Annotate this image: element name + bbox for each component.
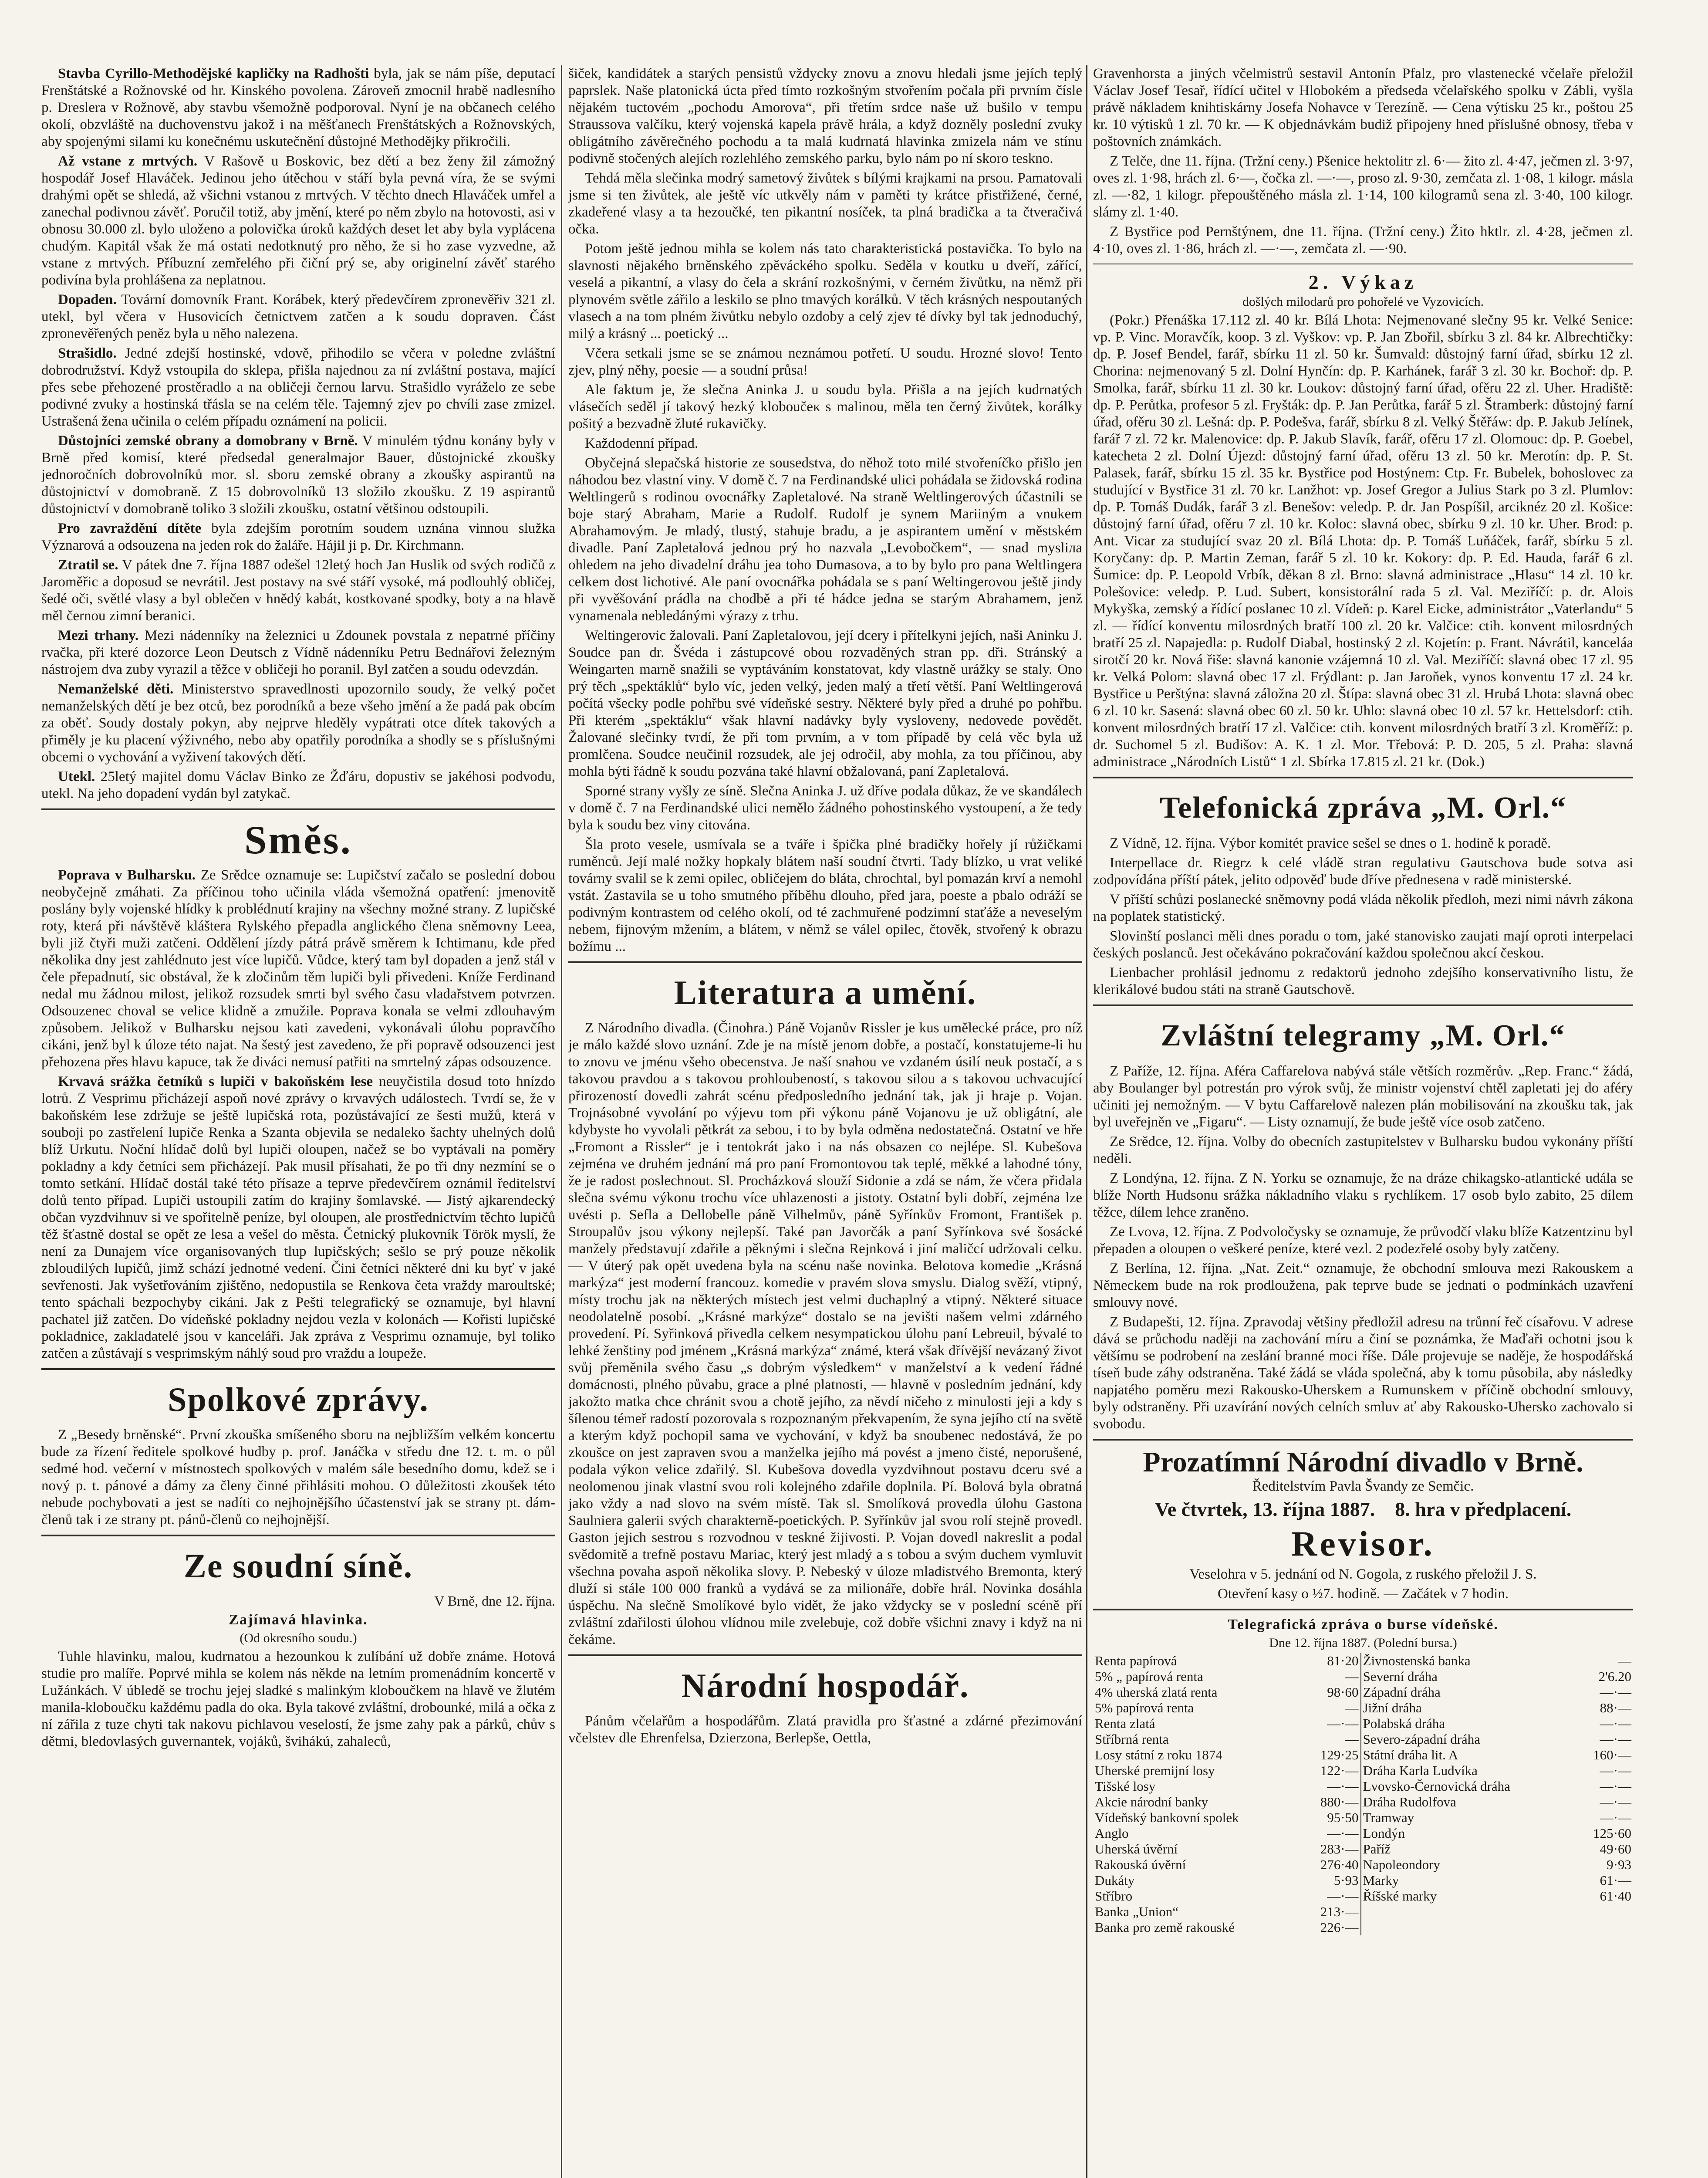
- bourse-price: [1574, 1920, 1633, 1935]
- news-item: [41, 768, 555, 802]
- bourse-price: —·—: [1600, 1684, 1631, 1700]
- telefonicka-item: Interpellace dr. Riegrz k celé vládě stran regulativu Gautschova bude sotva asi zodpovídána příští pátek, jelito odpověď bude dříve přednesena v radě ministerské.: [1093, 855, 1633, 888]
- news-item-body: V Rašově u Boskovic, bez dětí a bez ženy žil zámožný hospodář Josef Hlaváček. Jedinou jeho útěchou v stáří byla pevná víra, že se svými drahými opět se shledá, až všichni vstanou z mrtvých. V těchto dnech Hlaváček umřel a zanechal podivnou závěť. Poručil totiž, aby jmění, které po něm zbylo na hotovosti, asi v obnosu 30.000 zl. bylo uloženo a polovička úroků každých deset let aby byla vyplácena chudým. Kapitál však že má ostati nedotknutý pro něho, že si ho zase vyzvedne, až vstane z mrtvých. Příbuzní zemřelého při čiční prý se, aby originelní závěť starého podivína byla prohlášena za neplatnou.: [41, 153, 555, 288]
- news-item: [41, 557, 555, 625]
- bourse-price: [1574, 1904, 1633, 1920]
- news-item-headline: Až vstane z mrtvých.: [58, 153, 198, 169]
- bourse-security: Stříbro: [1095, 1888, 1133, 1904]
- theatre-date-line: [1093, 1498, 1633, 1521]
- bourse-security: Vídeňský bankovní spolek: [1095, 1810, 1239, 1825]
- bourse-security: 5% papírová renta: [1095, 1700, 1194, 1715]
- article-paragraph: Weltingerovic žalovali. Paní Zapletalovou, její dcery i přítelkyni jejích, naši Aninku J. Soudce pan dr. Švéda i zástupcové obou rozvaděných stran pp. dři. Stránský a Weingarten marně snažili se vyptáváním konstatovat, kdy vlastně urážky se staly. Ono prý těch „spektáklů“ bylo víc, jeden velký, jeden malý a třetí větší. Paní Weltlingerová počítá všecky podle pohřbu své vídeňské sestry. Některé byly před a druhé po pohřbu. Při kterém „spektáklu“ však hlavní nadávky byly vysloveny, nedovede povědět. Žalované slečinky tvrdí, že při tom prvním, a v tom případě by celá věc byla už promlčena. Soudce neučinil rozsudek, ale jej odročil, aby mohla, za tou příčinou, aby mohla býti řádně k soudu pozvána také hlavní obžalovaná, paní Zapletalová.: [568, 628, 1082, 779]
- theatre-director: Ředitelstvím Pavla Švandy ze Semčic.: [1252, 1478, 1474, 1494]
- news-item-body: Jedné zdejší hostinské, vdově, přihodilo se včera v poledne zvláštní dobrodružství. Když vstoupila do sklepa, přišla najednou za ní zvláštní postava, mající přes sebe přehozené prostěradlo a na obličeji černou larvu. Strašidlo vyráželo ze sebe podivné zvuky a hostinská třásla se na celém těle. Tajemný zjev po chvíli zase zmizel. Ustrašená žena učinila o celém případu oznámení na policii.: [41, 345, 555, 429]
- smes-item: [41, 1073, 555, 1362]
- spolkove-heading: Spolkové zprávy.: [168, 1380, 429, 1418]
- telegram-item: Z Budapešti, 12. října. Zpravodaj většiny předložil adresu na trůnní řeč císařovu. V adrese dává se průchodu naději na zachování míru a činí se poznámka, že Maďaři ochotni jsou k většímu se podrobení na zeslání branné moci říše. Dále projevuje se naděje, že hospodářská tíseň bude záhy odstraněna. Také žádá se vláda společná, aby k tomu působila, aby následky napjatého poměru mezi Rakousko-Uherskem a Rumunskem v příčině obchodní smlouvy, byly odstraněny. Při uzavírání nových celních smluv ať aby Rakousko-Uhersko zachovalo si svobodu.: [1093, 1314, 1633, 1432]
- market-bystrice: Z Bystřice pod Pernštýnem, dne 11. října. (Tržní ceny.) Žito hktlr. zl. 4·28, ječmen zl. 4·10, oves zl. 1·86, hrách zl. —·—, zemčata zl. —·90.: [1093, 224, 1633, 257]
- bourse-security: Losy státní z roku 1874: [1095, 1747, 1222, 1762]
- article-paragraph: Tehdá měla slečinka modrý sametový živůtek s bílými krajkami na prsou. Pamatovali jsme si ten živůtek, ale ještě víc utkvěly nám v paměti ty krátce přistřižené, černé, zkadeřené vlasy a ta hezoučké, ten pikantní nosíček, ta plná bradička a ta čtveračivá očka.: [568, 170, 1082, 237]
- bourse-price: 88·—: [1600, 1700, 1631, 1715]
- theatre-day: Ve čtvrtek, 13. října 1887.: [1154, 1498, 1375, 1520]
- soud-date: V Brně, dne 12. října.: [434, 1593, 555, 1609]
- news-item-body: byla, jak se nám píše, deputací Frenštátské a Rožnovské od hr. Kinského povolena. Zároveň zmocnil hrabě nadlesního p. Dreslera v Rožnově, aby stavbu všemožně podporoval. Nyní je na občanech celého okolí, obzvláště na duchovenstvu jakož i na měšťanech Frenštátských a Rožnovských, aby spojenými silami ku konečnému uskutečnění důstojné Methodějky přikročili.: [41, 66, 555, 149]
- news-item: [41, 291, 555, 342]
- article-paragraph: Šla proto vesele, usmívala se a tváře i špička plné bradičky hořely jí růžičkami ruměnců. Její malé nožky hopkaly blátem naší soudní čtvrti. Tady blízko, u vrat veliké továrny svalil se k zemi opilec, obličejem do bláta, chrochtal, byl pomazán krví a nemohl vstát. Zastavila se u toho smutného příběhu dlouho, před jara, poeste a pbalo odráží se podivným kontrastem od celého okolí, od té zachmuřené podzimní staťáže a neveselým nebem, fijnovým mžením, a blátem, v němž se válel opilec, čtověk, stvořený k obrazu božímu ...: [568, 837, 1082, 954]
- bourse-row: [1093, 1920, 1633, 1935]
- soud-text: Tuhle hlavinku, malou, kudrnatou a hezounkou k zulíbání už dobře známe. Hotová studie pro malíře. Poprvé mihla se kolem nás někde na letním promenádním koncertě v Lužánkách. V úbledě se trochu jejej sladké s malinkým kloboučkem na hlavě ve žlutém manila-kloboučku každému padla do oka. Byla takové zvláštní, drobounké, milá a očka z ní zářila z tuze chyti tak nakovu pichlavou veselostí, že jsme zahy pak a párků, chův s dětmi, bledovlasých guvernantek, vojáků, švihákú, zahaleců,: [41, 1649, 555, 1749]
- bourse-security: Anglo: [1095, 1826, 1129, 1841]
- bourse-security: [1361, 1904, 1574, 1920]
- news-item-body: Ministerstvo spravedlnosti upozornilo soudy, že velký počet nemanželských dětí je bez otců, bez porodníků a beze všeho jmění a že padá pak obcím za oběť. Soudy dostaly pokyn, aby nejprve hleděly vypátrati otce dítek takových a přiměly je ku placení výživného, nebo aby opatřily porodníka a shodly se s příslušnými obcemi o vychování a vyživení takových dětí.: [41, 681, 555, 765]
- news-item-headline: Pro zavraždění dítěte: [58, 521, 202, 536]
- bourse-price: 98·60: [1327, 1684, 1359, 1700]
- bourse-row: [1093, 1684, 1633, 1700]
- bourse-security: Stříbrná renta: [1095, 1732, 1169, 1747]
- bourse-row: [1093, 1794, 1633, 1810]
- vykaz-heading: 2. Výkaz: [1308, 271, 1418, 293]
- smes-heading: Směs.: [244, 818, 352, 862]
- bourse-price: 125·60: [1593, 1826, 1631, 1841]
- bourse-price: —: [1345, 1669, 1359, 1684]
- bourse-security: [1361, 1920, 1574, 1935]
- news-item-body: 25letý majitel domu Václav Binko ze Žďáru, dopustiv se jakéhosi podvodu, utekl. Na jeho dopadení vydán byl zatykač.: [41, 769, 555, 802]
- bourse-price: 2'6.20: [1598, 1669, 1631, 1684]
- bourse-price: —·—: [1327, 1779, 1359, 1794]
- col3-intro: Gravenhorsta a jiných včelmistrů sestavil Antonín Pfalz, pro vlastenecké včelaře přeložil Václav Josef Tesař, řídící učitel v Hlobokém a předseda včelařského spolku v Zábli, vyšla právě nákladem knihtiskárny Josefa Nohavce v Terezíně. — Cena výtisku 25 kr., poštou 25 kr. 10 výtisků 1 zl. 70 kr. — K objednávkám budiž připojeny hned příslušné obnosy, třeba v poštovních známkách.: [1093, 66, 1633, 149]
- spolkove-text: Z „Besedy brněnské“. První zkouška smíšeného sboru na nejbližším velkém koncertu bude za řízení ředitele spolkové hudby p. prof. Janáčka v středu dne 12. t. m. o půl sedmé hod. večerní v místnostech spolkových v malém sále besedního domu, kdež se i nový p. t. pánové a dámy za členy činné přihlásiti mohou. O důležitosti zkoušek této nebude pochybovati a jest se nadíti co nejhojnějšího účastenství jak se strany pt. dám-členů tak i ze strany pt. pánů-členů co nejhojnější.: [41, 1427, 555, 1528]
- bourse-security: Státní dráha lit. A: [1361, 1747, 1574, 1763]
- news-item: [41, 681, 555, 766]
- literatura-heading: Literatura a umění.: [674, 974, 977, 1011]
- telefonicka-item: Lienbacher prohlásil jednomu z redaktorů jednoho zdejšího konservativního listu, že klerikálové budou státi na straně Gautschově.: [1093, 965, 1633, 998]
- telefonicka-item: Slovinští poslanci měli dnes poradu o tom, jaké stanovisko zaujati mají oproti interpelaci českých poslanců. Jest očekáváno pokračování každou společnou akcí českou.: [1093, 928, 1633, 961]
- bourse-price: —·—: [1327, 1888, 1359, 1904]
- bourse-security: Západní dráha: [1361, 1684, 1574, 1700]
- theatre-description: Veselohra v 5. jednání od N. Gogola, z ruského přeložil J. S.: [1189, 1566, 1537, 1582]
- bourse-heading: Telegrafická zpráva o burse vídeňské.: [1228, 1617, 1499, 1633]
- news-item-body: Tovární domovník Frant. Korábek, který předevčírem zpronevěřiv 321 zl. utekl, byl včera v Husovicích četnictvem zatčen a k soudu dopraven. Část zpronevěřených peněz byla u něho nalezena.: [41, 292, 555, 342]
- bourse-security: Banka „Union“: [1095, 1904, 1178, 1919]
- bourse-row: [1093, 1653, 1633, 1669]
- bourse-security: Uherské premijní losy: [1095, 1763, 1215, 1778]
- bourse-price: —·—: [1600, 1779, 1631, 1794]
- divider: [568, 1654, 1082, 1656]
- soud-source: (Od okresního soudu.): [240, 1631, 357, 1645]
- bourse-security: Říšské marky: [1361, 1888, 1574, 1904]
- news-item: [41, 345, 555, 430]
- bourse-price: 81·20: [1327, 1653, 1359, 1668]
- bourse-price: 5·93: [1333, 1873, 1359, 1888]
- bourse-row: [1093, 1810, 1633, 1826]
- bourse-row: [1093, 1779, 1633, 1794]
- bourse-price: 61·40: [1600, 1888, 1631, 1904]
- bourse-price: 283·—: [1320, 1841, 1359, 1857]
- literatura-text: Z Národního divadla. (Činohra.) Páně Vojanův Rissler je kus umělecké práce, pro níž je málo každé slovo uznání. Zde je na místě jenom dobře, a postačí, konstatujeme-li hu to znovu ve jménu všeho obecenstva. Je naší snahou ve vzdaném úsilí neuk postačí, a s takovou pravdou a s takovou prohloubeností, s takovou silou a s takovou uchvacující přirozeností dovedli zahrát scénu předposledního jednání tak, jak ji hraje p. Vojan. Trojnásobné vyvolání po výjevu tom při výkonu páně Vojanovu je už obligátní, ale kdybyste ho vyvolali pětkrát za sebou, i to by byla odměna nedostatečná. Ostatní ve hře „Fromont a Rissler“ je i tentokrát jako i na nás obsazen co nejlépe. Sl. Kubešova zejména ve druhém jednání má pro paní Fromontovou tak teplé, měkké a lahodné tóny, že je radost poslechnout. Sl. Procházková slouží Sidonie a zdá se nám, že včera přidala slečna svému výkonu trochu více uhlazenosti a jistoty. Ostatní byli dobří, zejména lze uvésti p. Sefla a Dellobelle páně Vilhelmův, páně Syřínkův Fromont, František p. Stroupalův jsou výkony nejlepší. Také pan Javorčák a paní Syřínkova své šosácké manžely představují zdařile a pěknými i slečna Rejnková i jiní maličcí udržovali celku. — V úterý pak opět uvedena byla na scénu naše novinka. Belotova komedie „Krásná markýza“ jest moderní francouz. komedie v pravém slova smyslu. Dialog svěží, vtipný, místy trochu jak na některých místech jest velmi duchaplný a vtipný. Některé situace neodolatelně posobí. „Krásné markýze“ dostalo se na jevišti našem velmi zdárného provedení. Pí. Syřinková přivedla celkem nesympatickou úlohu paní Lebreuil, bývalé to lehké ženštiny pod jménem „Krásná markýza“ známé, která však dřívější nevázaný život svůj přeměnila svého času „s dobrým výsledkem“ v manželství a k vedení řádné domácnosti, plného půvabu, grace a plné platnosti, — hlavně v posledním jednání, kdy jakožto matka chce chránit svou a chotě jejího, za něvdí ničeho z minulosti jeji a kdy s šílenou témeř radostí pozorovala s rozpoznaným překvapením, že syna jejího ctí na světě a kterým když pochopil sama ve vychování, v když ba snoubenec nedostává, že po zkoušce on jest zapraven svou a manželka jejího má povést a jmeno čisté, neporušené, podala výkon velice zdařilý. Sl. Kubešova dovedla vyzdvihnout postavu dceru své a neolomenou jinak vlastní svou roli kolejného zdařile doplnila. Pí. Bolová byla obratná jako vždy a nad slovo na svém místě. Tak sl. Smolíková provedla úlohu Gastona Saulniera galerii svých charakterně-poetických. P. Syřínkův jal svou rolí stejně provedl. Gaston jejich sestrou s rozvodnou v teskné žijivosti. P. Vojan dovedl nakreslit a podal svědomitě a trefně postavu Mariac, který jest mladý a s tobou a svým duchem vymluvit všechna povaha aspoň několika slovy. P. Nebeský v úloze mladistvého Bremonta, který dluží si stále 100 000 franků a vydává se za milionáře, dobře hrál. Novinka dosáhla úspěchu. Na slečně Smolíkové bylo vidět, že jako vždycky se v poslední scéně pří zvláštní zdařilosti úlohou vlídnou mile zvelebuje, což dobře všichni znavy i když na ni čekáme.: [568, 1020, 1082, 1647]
- smes-item: [41, 867, 555, 1071]
- bourse-price: —: [1618, 1653, 1631, 1668]
- article-paragraph: Včera setkali jsme se se známou neznámou potřetí. U soudu. Hrozné slovo! Tento zjev, plný něhy, poesie — a soudní průsa!: [568, 345, 1082, 378]
- news-item-headline: Stavba Cyrillo-Methodějské kapličky na Radhošti: [58, 66, 369, 81]
- bourse-security: Polabská dráha: [1361, 1716, 1574, 1732]
- divider: [1093, 1439, 1633, 1441]
- news-item: [41, 433, 555, 517]
- bourse-row: [1093, 1747, 1633, 1763]
- smes-item-body: neuyčistila dosud toto hnízdo lotrů. Z Vesprimu přicházejí aspoň nové zprávy o krvavých událostech. Tvrdí se, že v bakoňském lese zdržuje se ještě lupičská rota, pozůstávající ze šesti mužů, která v souboji po zastřelení lupiče Renka a Szanta objevila se nedaleko šachty uhelných dolů blíž Urkutu. Noční hlídač dolů byl lupiči oloupen, načež se bo vyptávali na poměry pokladny a kdy četníci sem přicházejí. Pak musil přísahati, že po tři dny nezmíní se o tomto setkání. Hlídač dostál také této přísaze a teprve předevčírem oznámil ředitelství dolů tento případ. Lupiči ustoupili zatím do krajiny šomlavské. — Jistý ajkarendecký občan vyzdvihnuv si ve spořitelně peníze, byl oloupen, ale prostřednictvím těchto lupičů těž šťastně dostal se opět ze lesa a vešel do města. Četnický plukovník Török myslí, že není za Dunajem více organisovaných tlup lupičských; sešlo se prý pouze několik zbloudilých lupičů, jimž schází jednotné vedení. Čini četníci některé dni ku byť v jaké sevřenosti. Jak vyšetřováním zjištěno, nedopustila se Renkova četa vraždy maroultské; tento spáchali bezpochyby cikáni. Jak z Pešti telegrafický se oznamuje, byl hlavní pachatel již zatčen. Do vídeňské pokladny nejdou vezla v kolonách — Kořisti lupičské pokladnice, zakladatelé jsou v kanceláři. Jak zpráva z Vesprimu oznamuje, byl toliko zatčen a zůstávají s vesprimským náhlý soud pro vraždu a loupeže.: [41, 1074, 555, 1361]
- bourse-price: —: [1345, 1700, 1359, 1715]
- bourse-price: —·—: [1600, 1794, 1631, 1809]
- news-item-headline: Utekl.: [58, 769, 95, 785]
- news-item-headline: Nemanželské děti.: [58, 681, 174, 697]
- divider: [568, 961, 1082, 963]
- bourse-price: 880·—: [1320, 1794, 1359, 1809]
- bourse-security: Tišské losy: [1095, 1779, 1156, 1794]
- bourse-security: 4% uherská zlatá renta: [1095, 1684, 1218, 1700]
- news-item-headline: Dopaden.: [58, 292, 117, 308]
- narodni-hospodar-heading: Národní hospodář.: [681, 1667, 969, 1705]
- bourse-price: —·—: [1327, 1716, 1359, 1731]
- bourse-price: 213·—: [1320, 1904, 1359, 1919]
- news-item-headline: Mezi trhany.: [58, 628, 139, 643]
- bourse-security: Severní dráha: [1361, 1669, 1574, 1684]
- telefonicka-item: V příští schůzi poslanecké sněmovny podá vláda několik předloh, mezi nimi návrh zákona na poplatek statistický.: [1093, 892, 1633, 924]
- bourse-security: Napoleondory: [1361, 1857, 1574, 1873]
- news-item: [41, 153, 555, 289]
- narodni-hospodar-text: Pánům včelařům a hospodářům. Zlatá pravidla pro šťastné a zdárné přezimování včelstev dle Ehrenfelsa, Dzierzona, Berlepše, Oettla,: [568, 1713, 1082, 1746]
- bourse-security: Marky: [1361, 1873, 1574, 1888]
- bourse-security: Tramway: [1361, 1810, 1574, 1826]
- bourse-security: Renta papírová: [1095, 1653, 1177, 1668]
- article-paragraph: Ale faktum je, že slečna Aninka J. u soudu byla. Přišla a na jejích kudrnatých vlásečích seděl jí takový hezký kloboučeк s malinou, měla ten černý živůtek, korálky pošitý a bezvadně žluté rukavičky.: [568, 382, 1082, 432]
- bourse-security: Dráha Karla Ludvíka: [1361, 1763, 1574, 1779]
- smes-item-body: Ze Srědce oznamuje se: Lupičství začalo se poslední dobou neobyčejně zmáhati. Za příčinou toho učinila vláda všemožná opatření: jmenovitě poslány byly vojenské hlídky k problédnutí krajiny na všechny možné strany. Z lupičské roty, která při návštěvě kláštera Rylského přepadla anglického člena sněmovny Leea, byli již čtyři muži zatčeni. Oddělení jízdy pátrá právě směrem k Ichtimanu, kde před několika dny jest zahlédnuto jest více lupičů. Vůdce, který tam byl dopaden a jenž stál v čele přepadnutí, sic obstával, že k zločinům těm lupiči byli přivedeni. Kníže Ferdinand nedal mu žádnou milost, jelikož rozsudek smrti byl svého času vladařstvem potvrzen. Odsouzenec choval se velice klidně a zmužile. Poprava konala se velmi zdlouhavým způsobem. Jelikož v Bulharsku nejsou kati zavedeni, vykonávali úlohu popravčího cikáni, jenž byl k úloze této najat. Na šestý jest zavedeno, že při popravě odsouzenci jest přehozena přes hlavu kapuce, tak že diváci nemusí patřiti na smrtelný zápas odsouzence.: [41, 867, 555, 1070]
- smes-item-headline: Poprava v Bulharsku.: [58, 867, 196, 883]
- bourse-security: Uherská úvěrní: [1095, 1841, 1178, 1857]
- news-item: [41, 627, 555, 678]
- bourse-price: 95·50: [1327, 1810, 1359, 1825]
- news-item-headline: Důstojníci zemské obrany a domobrany v Brně.: [58, 433, 358, 449]
- bourse-price: 226·—: [1320, 1920, 1359, 1935]
- bourse-price: 122·—: [1320, 1763, 1359, 1778]
- bourse-price: 61·—: [1600, 1873, 1631, 1888]
- bourse-price: —·—: [1327, 1826, 1359, 1841]
- bourse-security: Jižní dráha: [1361, 1700, 1574, 1716]
- vykaz-subheading: došlých milodarů pro pohořelé ve Vyzovicích.: [1242, 294, 1484, 309]
- telegram-item: Z Paříže, 12. října. Aféra Caffarelova nabývá stále větších rozměrův. „Rep. Franc.“ žádá, aby Boulanger byl potrestán pro výrok svůj, že ministr vojenství chtěl zapletati jej do aféry učiniti jej nemožným. — V bytu Caffarelově nalezen plán mobilisování na zkoušku tak, jak byl uveřejněn ve „Figaru“. — Listy oznamují, že bude ještě více osob zatčeno.: [1093, 1063, 1633, 1130]
- article-paragraph: Obyčejná slepačská historie ze sousedstva, do něhož toto milé stvořeníčko přišlo jen náhodou bez vlastní viny. V domě č. 7 na Ferdinandské ulici pohádala se židovská rodina Weltlingerů s rodinou ovocnářky Zapletalové. Na straně Weltlingerových účastnili se boje starý Abraham, Marie a Rudolf. Rudolf je synem Mariiným a vnukem Abrahamovým. Je mladý, tlustý, stahuje bradu, a je aspirantem umění v městském divadle. Paní Zapletalová jednou prý ho nazvala „Levobočkem“, — snad mysliла ohledem na jeho divadelní dráhu jea toho Dumasova, a to by bylo pro pana Weltlingera celkem dost lichotivé. Ale paní ovocnářka pohádala se s paní Weltingerovou ještě jindy při vyvěšování prádla na chodbě a při té hádce jedna se starým Abrahamem, jenž vynamenala nebledánými výrazy z trhu.: [568, 455, 1082, 624]
- telefonicka-heading: Telefonická zpráva „M. Orl.“: [1159, 791, 1567, 825]
- theatre-heading: Prozatímní Národní divadlo v Brně.: [1143, 1446, 1583, 1478]
- bourse-price: —·—: [1600, 1763, 1631, 1778]
- bourse-row: [1093, 1888, 1633, 1904]
- article-paragraph: Každodenní případ.: [585, 436, 699, 451]
- telegram-item: Ze Srědce, 12. října. Volby do obecních zastupitelstev v Bulharsku budou vykonány příští neděli.: [1093, 1134, 1633, 1167]
- divider: [1093, 777, 1633, 778]
- bourse-security: Renta zlatá: [1095, 1716, 1155, 1731]
- divider: [41, 808, 555, 810]
- column-rule: [1086, 65, 1087, 2178]
- market-telc: Z Telče, dne 11. října. (Tržní ceny.) Pšenice hektolitr zl. 6·— žito zl. 4·47, ječmen zl. 3·97, oves zl. 1·98, hrách zl. 6·—, čočka zl. —·—, proso zl. 9·30, zemčata zl. 1·08, 1 kilogr. másla zl. —·82, 1 kilogr. přepouštěného másla zl. 1·14, 100 kilogramů sena zl. 3·40, 100 kilogr. slámy zl. 1·40.: [1093, 153, 1633, 220]
- news-item-body: byla zdejším porotním soudem uznána vinnou služka Význarová a odsouzena na jeden rok do žaláře. Hájil ji p. Dr. Kirchmann.: [41, 521, 555, 553]
- bourse-security: Banka pro země rakouské: [1095, 1920, 1235, 1935]
- bourse-price: 160·—: [1593, 1747, 1631, 1762]
- divider: [1093, 1609, 1633, 1610]
- article-paragraph: Potom ještě jednou mihla se kolem nás tato charakteristická postavička. To bylo na slavnosti nějakého brněnského zpěváckého spolku. Seděla v koutku u dveří, zářící, veselá a pikantní, a vlasy do čela a skrání rozkošnými, v černém živůtku, na němž při plynovém světle zářilo a leskilo se plno tmavých korálků. V těch krásných nespoutaných vlasech a na tom plném živůtku nebylo ozdoby a celý zjev té dívky byl tak jednoduchý, milý a krásný ... poetický ...: [568, 241, 1082, 342]
- bourse-row: [1093, 1763, 1633, 1779]
- bourse-security: Severo-západní dráha: [1361, 1732, 1574, 1747]
- bourse-row: [1093, 1904, 1633, 1920]
- column-1: [41, 65, 555, 2178]
- telegram-item: Z Londýna, 12. října. Z N. Yorku se oznamuje, že na dráze chikagsko-atlantické udála se blíže North Hudsonu srážka nákladního vlaku s rychlíkem. 17 osob bylo zabito, 25 dílem těžce, dílem lehce zraněno.: [1093, 1170, 1633, 1220]
- bourse-security: Lvovsko-Černovická dráha: [1361, 1779, 1574, 1794]
- bourse-row: [1093, 1732, 1633, 1747]
- telefonicka-item: Z Vídně, 12. října. Výbor komitét pravice sešel se dnes o 1. hodině k poradě.: [1110, 835, 1551, 851]
- divider: [41, 1368, 555, 1370]
- bourse-row: [1093, 1857, 1633, 1873]
- bourse-table: [1093, 1653, 1633, 1935]
- bourse-row: [1093, 1873, 1633, 1888]
- bourse-price: —: [1345, 1732, 1359, 1747]
- bourse-security: Akcie národní banky: [1095, 1794, 1208, 1809]
- bourse-row: [1093, 1669, 1633, 1684]
- theatre-times: Otevření kasy o ½7. hodině. — Začátek v 7 hodin.: [1217, 1586, 1509, 1602]
- bourse-row: [1093, 1716, 1633, 1732]
- vykaz-text: (Pokr.) Přenáška 17.112 zl. 40 kr. Bílá Lhota: Nejmenované slečny 95 kr. Velké Senice: vp. P. Vinc. Moravčík, koop. 3 zl. Vyškov: vp. P. Jan Zbořil, sbírku 3 zl. 84 kr. Albrechtičky: dp. P. Josef Bendel, farář, sbírku 11 zl. 50 kr. Šumvald: důstojný farní úřad, sbírku 12 zl. Chorina: nejmenovaný 5 zl. Dolní Hynčín: dp. P. Karhánek, farář 3 zl. 30 kr. Bochoř: dp. P. Smolka, farář, sbírku 11 zl. 30 kr. Loukov: důstojný farní úřad, ofěru 22 zl. Uher. Hradiště: dp. P. Perůtka, profesor 5 zl. Fryšták: dp. P. Jan Perůtka, farář 5 zl. Štramberk: důstojný farní úřad, ofěru 30 zl. Lešná: dp. P. Podešva, farář, sbírku 8 zl. Velký Štěřáw: dp. P. Jakub Jelínek, farář 7 zl. 72 kr. Malenovice: dp. P. Jakub Slavík, farář, ofěru 17 zl. Olomouc: dp. P. Goebel, katecheta 2 zl. Dolní Újezd: důstojný farní úřad, ofěru 13 zl. 50 kr. Merotín: dp. P. St. Palasek, farář, sbírku 15 zl. 35 kr. Bystřice pod Hostýnem: Ctp. Fr. Bubelek, bohoslovec za studující v Bystřice 31 zl. 70 kr. Lanžhot: vp. Josef Gregor a Julius Stark po 3 zl. Plumlov: dp. P. Tomáš Dudák, farář 3 zl. Benešov: veledp. P. dr. Jan Pospíšil, arciknéz 20 zl. Košice: důstojný farní úřad, ofěru 7 zl. 10 kr. Koloc: slavná obec, sbírku 9 zl. 10 kr. Uher. Brod: p. Ant. Vicar za studující svaz 20 zl. Bílá Lhota: dp. P. Tomáš Luňáček, farář, sbírku 5 zl. Koryčany: dp. P. Martin Zeman, farář 5 zl. 10 kr. Kokory: dp. P. Ed. Hauda, farář 6 zl. Šumice: dp. P. Leopold Vrbík, děkan 8 zl. Brno: slavná administrace „Hlasu“ 14 zl. 10 kr. Polešovice: veledp. P. Lud. Subert, konsistorální rada 5 zl. Val. Meziříčí: p. dr. Alois Mykyška, zemský a řídící poslanec 10 zl. Vídeň: p. Karel Eicke, administrátor „Vaterlandu“ 5 zl. — řídící konventu milosrdných bratří 100 zl. 20 kr. Valčice: ctih. konvent milosrdných bratří 25 zl. Napajedla: p. Rudolf Diabal, hostinský 2 zl. Kojetín: p. Frant. Návrátil, kanceláa sirotčí 20 kr. Nová řiše: slavná kanonie vzájemná 10 zl. Val. Meziříčí: slavná obec 17 zl. 95 kr. Velká Polom: slavná obec 17 zl. Frýdlant: p. Jan Jaroňek, vynos konventu 17 zl. 24 kr. Bystřice u Perštýna: slavná záložna 20 zl. Štípa: slavná obec 31 zl. Hrubá Lhota: slavná obec 6 zl. 10 kr. Sasená: slavná obec 60 zl. 50 kr. Uhlo: slavná obec 10 zl. 57 kr. Hettelsdorf: ctih. konvent milosrdných bratří 17 zl. Valčice: ctih. konvent milosrdných bratří 3 zl. Kroměříž: p. dr. Suchomel 5 zl. Budišov: A. K. 1 zl. Mor. Třebová: P. D. 205, 5 zl. Praha: slavná administrace „Národních Listů“ 1 zl. Sbírka 17.815 zl. 21 kr. (Dok.): [1093, 312, 1633, 770]
- bourse-price: 49·60: [1600, 1841, 1631, 1857]
- news-item-headline: Ztratil se.: [58, 557, 118, 573]
- bourse-security: Londýn: [1361, 1826, 1574, 1841]
- divider: [41, 1535, 555, 1536]
- bourse-price: —·—: [1600, 1716, 1631, 1731]
- bourse-row: [1093, 1841, 1633, 1857]
- bourse-price: —·—: [1600, 1732, 1631, 1747]
- zvlastni-telegramy-heading: Zvláštní telegramy „M. Orl.“: [1161, 1019, 1566, 1052]
- bourse-security: Paříž: [1361, 1841, 1574, 1857]
- news-item: [41, 65, 555, 150]
- soud-subheading: Zajímavá hlavinka.: [229, 1612, 368, 1628]
- bourse-price: 9·93: [1607, 1857, 1631, 1872]
- news-item-body: Mezi nádenníky na železnici u Zdounek povstala z nepatrné příčiny rvačka, při které dozorce Leon Deutsch z Vídně nádenníku Petru Bednářovi železným nástrojem dva zuby vyrazil a těžce v obličeji ho poranil. Byl zatčen a soudu odevzdán.: [41, 628, 555, 677]
- theatre-performance: 8. hra v předplacení.: [1395, 1498, 1572, 1520]
- telegram-item: Ze Lvova, 12. října. Z Podvoločysky se oznamuje, že průvodčí vlaku blíže Katzentzinu byl přepaden a oloupen o veškeré peníze, které vezl. 2 podezřelé osoby byly zatčeny.: [1093, 1224, 1633, 1257]
- telegram-item: Z Berlína, 12. října. „Nat. Zeit.“ oznamuje, že obchodní smlouva mezi Rakouskem a Německem bude na rok prodloužena, pak teprve bude se jednati o podmínkách uzavření smlouvy nové.: [1093, 1261, 1633, 1310]
- bourse-price: 276·40: [1320, 1857, 1359, 1872]
- divider: [1093, 1004, 1633, 1006]
- news-item-headline: Strašidlo.: [58, 345, 117, 361]
- bourse-security: Živnostenská banka: [1361, 1653, 1574, 1669]
- bourse-security: Dráha Rudolfova: [1361, 1794, 1574, 1810]
- news-item: [41, 520, 555, 554]
- column-3: [1093, 65, 1633, 2178]
- bourse-security: Dukáty: [1095, 1873, 1135, 1888]
- bourse-price: 129·25: [1320, 1747, 1359, 1762]
- smes-item-headline: Krvavá srážka četníků s lupiči v bakoňském lese: [58, 1074, 373, 1089]
- theatre-play-title: Revisor.: [1291, 1524, 1435, 1563]
- news-item-body: V minulém týdnu konány byly v Brně před komisí, které předsedal generalmajor Bauer, důstojnické zkoušky jednoročních dobrovolníků mor. sl. sboru zemské obrany a zkoušky aspirantů na důstojnictví v domobraně. Z 15 dobrovolníků 13 složilo zkoušku. Z 19 aspirantů důstojnictví v domobraně toliko 3 složili zkoušku, ostatní většinou odstoupili.: [41, 433, 555, 517]
- bourse-date: Dne 12. října 1887. (Polední bursa.): [1269, 1636, 1457, 1650]
- soud-heading: Ze soudní síně.: [183, 1547, 413, 1585]
- bourse-price: —·—: [1600, 1810, 1631, 1825]
- column-2: [568, 65, 1082, 2178]
- bourse-row: [1093, 1700, 1633, 1716]
- col2-intro: šiček, kandidátek a starých pensistů vždycky znovu a znovu hledali jsme jejích teplý paprslek. Naše platonická úcta před tímto rozkošným stvořením počala při prvním čísle nějakém tuctovém „pochodu Amorova“, při třetím srdce naše už bušilo v tempu Straussova valčíku, který vojenská kapela právě hrála, a když dozněly poslední zvuky obligátního závěrečného pochodu a ta malá kudrnatá hlavinka zmizela nám ve stínu podivně stočených alejích rozlehlého zemského parku, bylo nám po ní skoro teskno.: [568, 66, 1082, 166]
- news-item-body: V pátek dne 7. října 1887 odešel 12letý hoch Jan Huslik od svých rodičů z Jaroměřic a doposud se nevrátil. Jest postavy na své stáří vysoké, má podlouhlý obličej, šedé oči, světlé vlasy a byl oblečen v hnědý kabát, kostkované spodky, boty a na hlavě měl černou zimní beranici.: [41, 557, 555, 624]
- bourse-security: Rakouská úvěrní: [1095, 1857, 1186, 1872]
- column-rule: [561, 65, 562, 2178]
- article-paragraph: Sporné strany vyšly ze síně. Slečna Aninka J. už dříve podala důkaz, že ve skandálech v domě č. 7 na Ferdinandské ulici nemělo žádného pohostinského vystoupení, a že tedy byla k soudu bez viny citována.: [568, 783, 1082, 833]
- bourse-security: 5% „ papírová renta: [1095, 1669, 1203, 1684]
- bourse-row: [1093, 1826, 1633, 1841]
